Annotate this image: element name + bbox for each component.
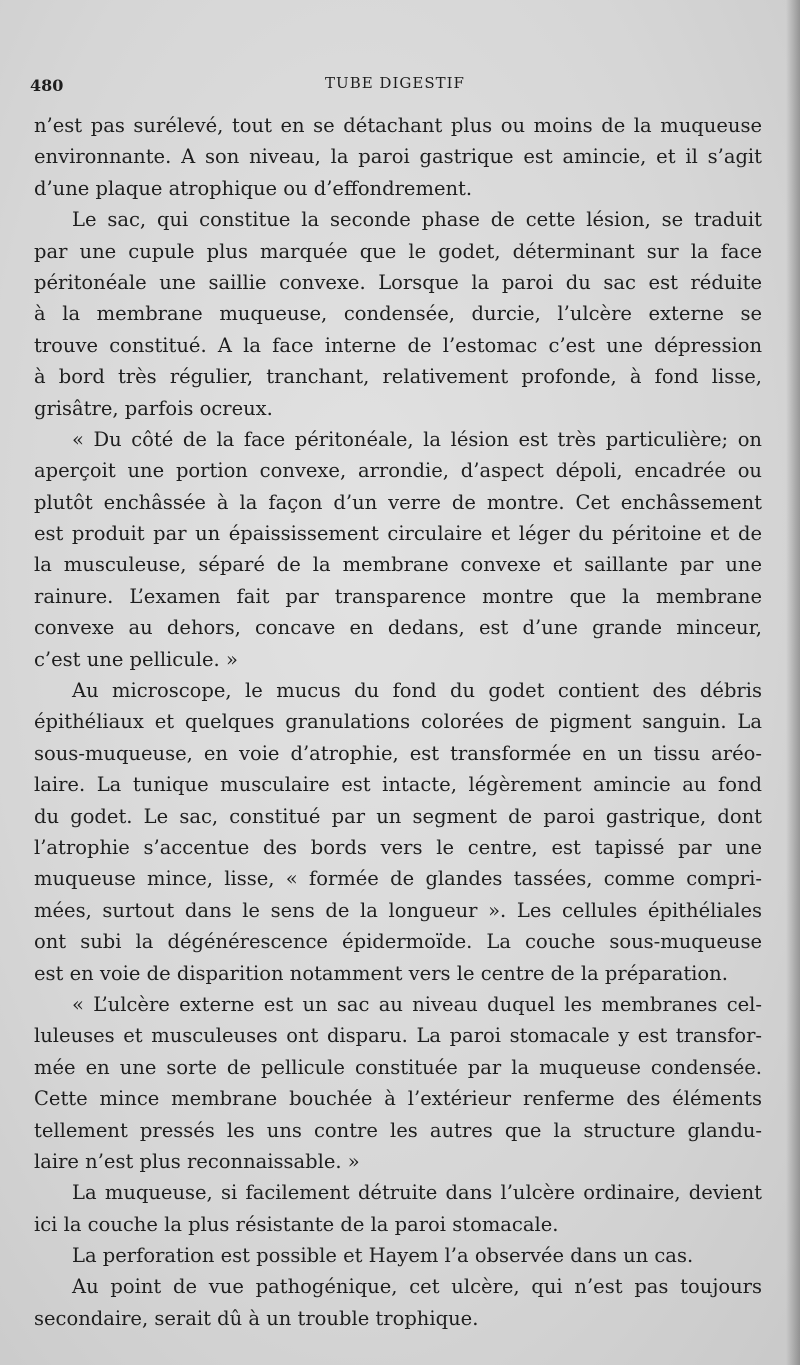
text-line: laire. La tunique musculaire est intacte, légèrement amincie au fond <box>34 773 762 797</box>
text-line: est en voie de disparition notamment vers le centre de la préparation. <box>34 961 728 985</box>
text-line: du godet. Le sac, constitué par un segment de paroi gastrique, dont <box>34 804 762 828</box>
text-line: l’atrophie s’accentue des bords vers le centre, est tapissé par une <box>34 835 762 859</box>
text-line: secondaire, serait dû à un trouble trophique. <box>34 1306 479 1330</box>
text-line: à la membrane muqueuse, condensée, durcie, l’ulcère externe se <box>34 302 762 326</box>
text-line: trouve constitué. A la face interne de l’estomac c’est une dépression <box>34 333 762 357</box>
page-number: 480 <box>30 76 64 95</box>
text-line: aperçoit une portion convexe, arrondie, d’aspect dépoli, encadrée ou <box>34 459 762 483</box>
text-line: laire n’est plus reconnaissable. » <box>34 1149 360 1173</box>
text-line: par une cupule plus marquée que le godet, déterminant sur la face <box>34 239 762 263</box>
page-header <box>30 70 760 100</box>
text-line: tellement pressés les uns contre les autres que la structure glandu- <box>34 1118 762 1142</box>
text-line: mées, surtout dans le sens de la longueur ». Les cellules épithéliales <box>34 898 762 922</box>
text-line: La perforation est possible et Hayem l’a observée dans un cas. <box>72 1244 694 1268</box>
running-title: TUBE DIGESTIF <box>325 74 465 92</box>
body-text <box>34 110 762 1334</box>
text-line: ont subi la dégénérescence épidermoïde. La couche sous-muqueuse <box>34 930 762 954</box>
text-line: est produit par un épaississement circulaire et léger du péritoine et de <box>34 522 762 546</box>
text-line: grisâtre, parfois ocreux. <box>34 396 273 420</box>
text-line: plutôt enchâssée à la façon d’un verre de montre. Cet enchâssement <box>34 490 762 514</box>
text-line: la musculeuse, séparé de la membrane convexe et saillante par une <box>34 553 762 577</box>
page-edge-shadow <box>786 0 800 1365</box>
text-line: Le sac, qui constitue la seconde phase de cette lésion, se traduit <box>72 208 762 232</box>
text-line: La muqueuse, si facilement détruite dans l’ulcère ordinaire, devient <box>72 1181 762 1205</box>
text-line: convexe au dehors, concave en dedans, est d’une grande minceur, <box>34 616 762 640</box>
text-line: péritonéale une saillie convexe. Lorsque la paroi du sac est réduite <box>34 270 762 294</box>
text-line: Au point de vue pathogénique, cet ulcère, qui n’est pas toujours <box>72 1275 762 1299</box>
text-line: sous-muqueuse, en voie d’atrophie, est transformée en un tissu aréo- <box>34 741 762 765</box>
text-line: n’est pas surélevé, tout en se détachant plus ou moins de la muqueuse <box>34 114 762 137</box>
text-line: « Du côté de la face péritonéale, la lésion est très particulière; on <box>72 427 762 451</box>
text-line: à bord très régulier, tranchant, relativement profonde, à fond lisse, <box>34 365 762 389</box>
text-line: Au microscope, le mucus du fond du godet contient des débris <box>72 679 762 703</box>
text-line: « L’ulcère externe est un sac au niveau duquel les membranes cel- <box>72 992 762 1016</box>
text-line: Cette mince membrane bouchée à l’extérieur renferme des éléments <box>34 1087 762 1111</box>
text-line: environnante. A son niveau, la paroi gastrique est amincie, et il s’agit <box>34 145 762 169</box>
text-line: muqueuse mince, lisse, « formée de glandes tassées, comme compri- <box>34 867 762 891</box>
text-line: d’une plaque atrophique ou d’effondrement. <box>34 176 473 200</box>
text-line: luleuses et musculeuses ont disparu. La paroi stomacale y est transfor- <box>34 1024 762 1048</box>
text-line: mée en une sorte de pellicule constituée par la muqueuse condensée. <box>34 1055 762 1079</box>
text-line: rainure. L’examen fait par transparence montre que la membrane <box>34 584 762 608</box>
text-line: ici la couche la plus résistante de la paroi stomacale. <box>34 1212 559 1236</box>
text-line: c’est une pellicule. » <box>34 647 238 671</box>
text-line: épithéliaux et quelques granulations colorées de pigment sanguin. La <box>34 710 762 734</box>
